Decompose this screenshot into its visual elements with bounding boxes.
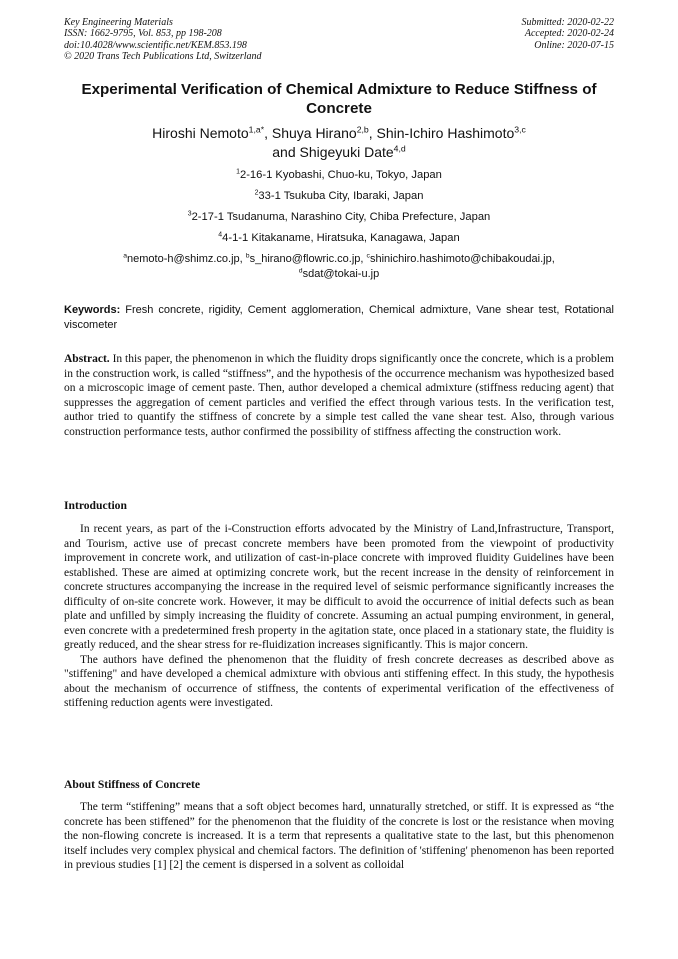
affiliation-line — [64, 168, 614, 182]
affiliation-line — [64, 189, 614, 203]
affiliation-sup: 4 — [218, 231, 223, 239]
paragraph: The term “stiffening” means that a soft object becomes hard, unnaturally stretched, or stiff. It is expressed as “the concrete has been stiffened” for the phenomenon that the fluidity of the concrete is lost or the resistance when moving the non-flowing concrete is increased. It is a term that represents a qualitative state to the last, but this phenomenon itself includes very complex physical and chemical factors. The definition of 'stiffening' phenomenon has been reported in previous studies [1] [2] the cement is dispersed in a solvent as colloidal — [64, 801, 614, 871]
email-sup: a — [123, 252, 128, 260]
affiliation-line — [64, 210, 614, 224]
paragraph: The authors have defined the phenomenon that the fluidity of fresh concrete decreases as described above as "stiffening" and have developed a chemical admixture with obvious anti stiffening effect. In this study, the hypothesis about the mechanism of occurrence of stiffness, the contents of experimental verification of the effectiveness of stiffening reduction agents were investigated. — [64, 653, 614, 709]
affiliation-text: 2-17-1 Tsudanuma, Narashino City, Chiba Prefecture, Japan — [191, 211, 491, 223]
author-sup: 3,c — [514, 124, 526, 135]
email-link[interactable]: shinichiro.hashimoto@chibakoudai.jp, — [369, 253, 555, 265]
journal-doi: doi:10.4028/www.scientific.net/KEM.853.198 — [64, 39, 247, 51]
journal-copyright: © 2020 Trans Tech Publications Ltd, Switzerland — [64, 50, 262, 62]
author-name: Shigeyuki Date — [299, 144, 394, 160]
author-sup: 2,b — [356, 124, 369, 135]
affiliation-sup: 2 — [254, 189, 259, 197]
email-link[interactable]: s_hirano@flowric.co.jp, — [249, 253, 364, 265]
author-emails — [64, 252, 614, 281]
abstract-block — [64, 352, 614, 440]
abstract-text: In this paper, the phenomenon in which the fluidity drops significantly once the concrete, which is a problem in the construction work, is called “stiffness”, and the hypothesis of the occurrence mechanism was hypothesized based on a microscopic image of cement paste. Then, author developed a chemical admixture (stiffness reducing agent) that suppresses the aggregation of cement particles and verified the effect through various tests. In the verification test, author tried to quantify the stiffness of concrete by a simple test called the vane shear test. Also, through various construction performance tests, author confirmed the possibility of stiffness affecting the construction work. — [64, 353, 614, 438]
email-sup: c — [366, 252, 370, 260]
section-heading-introduction: Introduction — [64, 499, 127, 512]
email-sup: b — [245, 252, 250, 260]
keywords-text: Fresh concrete, rigidity, Cement agglomeration, Chemical admixture, Vane shear test, Rotational viscometer — [64, 304, 614, 331]
affiliation-sup: 1 — [236, 168, 240, 176]
author-list: Hiroshi Nemoto$^{1,a*}$, Shuya Hirano$^{2,b}$, Shin-Ichiro Hashimoto$^{3,c}$ and Shigeyuki Date$^{4,d}$ — [152, 124, 526, 160]
section-heading-stiffness: About Stiffness of Concrete — [64, 778, 201, 791]
affiliation-text: 2-16-1 Kyobashi, Chuo-ku, Tokyo, Japan — [239, 169, 442, 181]
journal-issn: ISSN: 1662-9795, Vol. 853, pp 198-208 — [64, 28, 222, 40]
author-name: Hiroshi Nemoto — [152, 125, 249, 141]
author-and: and — [272, 144, 296, 160]
paragraph: In recent years, as part of the i-Construction efforts advocated by the Ministry of Land,Infrastructure, Transport, and Tourism, active use of precast concrete members have been promoted from the viewpoint of productivity improvement in concrete work, and utilization of cast-in-place concrete with improved fluidity Guidelines have been established. These are aimed at optimizing concrete work, but the recent increase in the density of reinforcement in concrete structures accompanying the increase in the required level of seismic performance significantly increases the difficulty of on-site concrete work. However, it may be difficult to avoid the occurrence of initial defects such as bean plate and unfilled by simply increasing the fluidity of concrete. Assuming an actual pumping environment, in general, even concrete with a predetermined fresh property in the agitation state, once placed in a stationary state, the fluidity is greatly reduced, and the shear stress for re-fluidization increases significantly. This is major concern. — [64, 523, 614, 651]
keywords-label: Keywords: — [64, 304, 121, 316]
paper-title: Experimental Verification of Chemical Admixture to Reduce Stiffness of Concrete — [81, 81, 597, 117]
author-sup: 4,d — [393, 143, 406, 154]
email-link[interactable]: sdat@tokai-u.jp — [302, 267, 380, 280]
author-name: Shin-Ichiro Hashimoto — [376, 125, 515, 141]
submission-dates — [522, 17, 615, 51]
author-sup: 1,a* — [248, 124, 265, 135]
email-sup: d — [298, 266, 303, 274]
email-link[interactable]: nemoto-h@shimz.co.jp, — [127, 253, 243, 265]
author-name: Shuya Hirano — [271, 125, 357, 141]
stiffness-body — [64, 800, 614, 873]
affiliation-line — [64, 231, 614, 245]
affiliation-text: 33-1 Tsukuba City, Ibaraki, Japan — [258, 190, 424, 202]
submitted-date: Submitted: 2020-02-22 — [521, 17, 614, 28]
abstract-label: Abstract. — [64, 353, 110, 365]
introduction-body — [64, 522, 614, 711]
accepted-date: Accepted: 2020-02-24 — [524, 28, 614, 40]
journal-name: Key Engineering Materials — [64, 17, 173, 28]
journal-info — [64, 17, 262, 62]
online-date: Online: 2020-07-15 — [534, 39, 614, 51]
affiliation-sup: 3 — [187, 210, 192, 218]
affiliation-text: 4-1-1 Kitakaname, Hiratsuka, Kanagawa, Japan — [222, 232, 460, 244]
keywords-block — [64, 303, 614, 332]
